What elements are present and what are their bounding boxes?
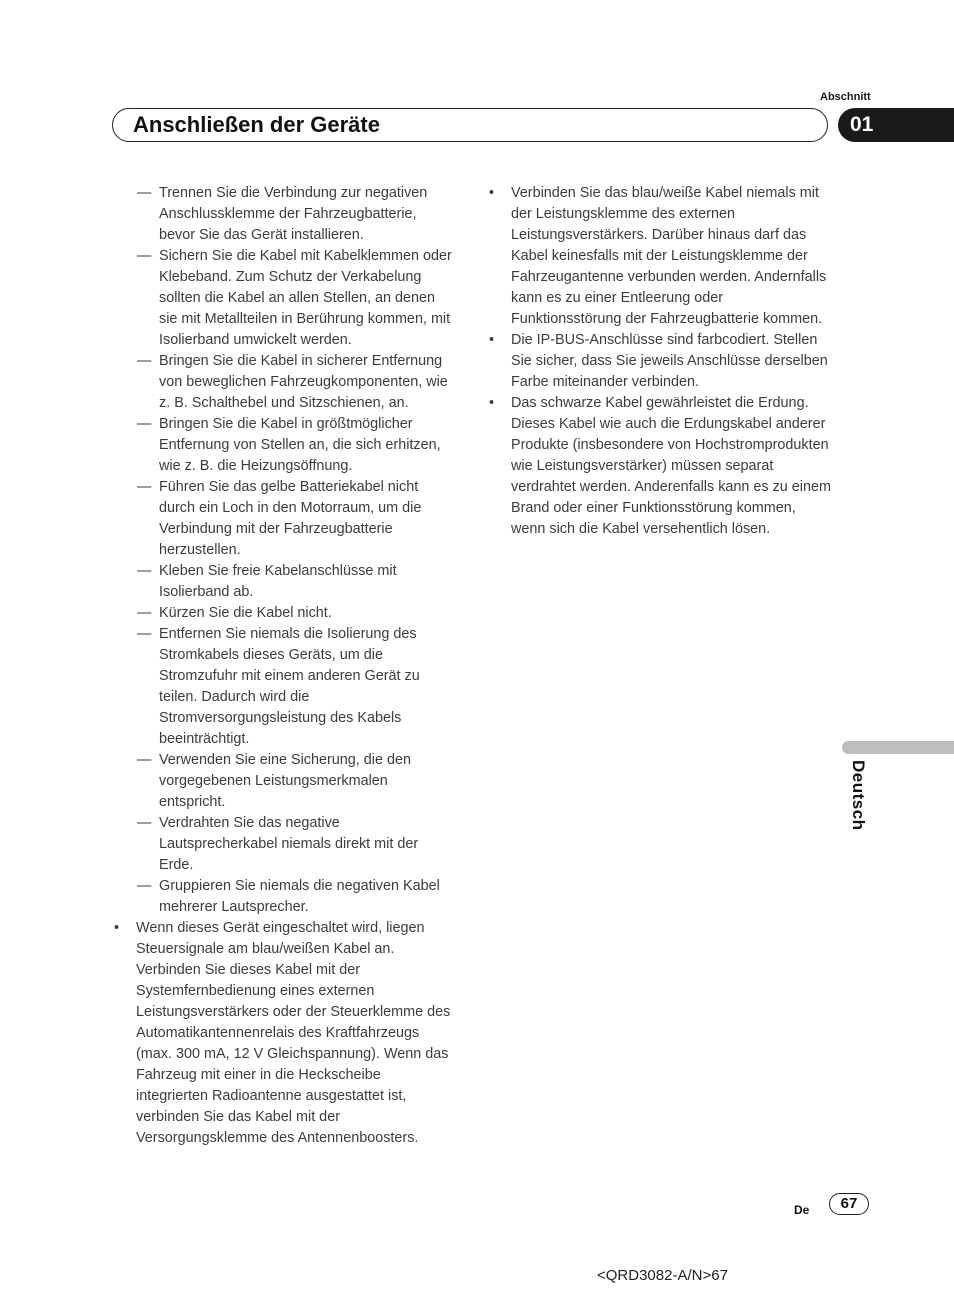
bullet-item [488, 393, 833, 540]
dash-marker: — [137, 626, 152, 642]
item-text: Bringen Sie die Kabel in größtmöglicher Entfernung von Stellen an, die sich erhitzen, wie z. B. die Heizungsöffnung. [159, 416, 441, 474]
dash-item [113, 624, 453, 750]
item-text: Wenn dieses Gerät eingeschaltet wird, liegen Steuersignale am blau/weißen Kabel an. Verbinden Sie dieses Kabel mit der Systemfernbedienung eines externen Leistungsverstärkers oder der Steuerklemme des Automatikantennenrelais des Kraftfahrzeugs (max. 300 mA, 12 V Gleichspannung). Wenn das Fahrzeug mit einer in die Heckscheibe integrierten Radioantenne ausgestattet ist, verbinden Sie das Kabel mit der Versorgungsklemme des Antennenboosters. [136, 920, 451, 1146]
item-text: Führen Sie das gelbe Batteriekabel nicht durch ein Loch in den Motorraum, um die Verbindung mit der Fahrzeugbatterie herzustellen. [159, 479, 422, 558]
right-column [488, 183, 833, 540]
title-bar [112, 108, 828, 142]
dash-marker: — [137, 479, 152, 495]
item-text: Kleben Sie freie Kabelanschlüsse mit Isolierband ab. [159, 563, 397, 600]
bullet-marker: • [114, 920, 120, 936]
bullet-marker: • [489, 185, 495, 201]
dash-marker: — [137, 878, 152, 894]
item-text: Die IP-BUS-Anschlüsse sind farbcodiert. Stellen Sie sicher, dass Sie jeweils Anschlüsse derselben Farbe miteinander verbinden. [511, 332, 828, 390]
language-code: De [794, 1203, 810, 1217]
dash-marker: — [137, 185, 152, 201]
dash-marker: — [137, 752, 152, 768]
dash-marker: — [137, 248, 152, 264]
page-number: 67 [829, 1193, 869, 1215]
dash-item [113, 603, 453, 624]
language-label: Deutsch [849, 760, 868, 831]
dash-item [113, 876, 453, 918]
left-column [113, 183, 453, 1149]
item-text: Kürzen Sie die Kabel nicht. [159, 605, 332, 621]
dash-item [113, 750, 453, 813]
dash-item [113, 351, 453, 414]
document-code: <QRD3082-A/N>67 [597, 1267, 728, 1284]
dash-item [113, 477, 453, 561]
dash-item [113, 183, 453, 246]
dash-item [113, 246, 453, 351]
item-text: Gruppieren Sie niemals die negativen Kabel mehrerer Lautsprecher. [159, 878, 440, 915]
bullet-item [113, 918, 453, 1149]
item-text: Entfernen Sie niemals die Isolierung des Stromkabels dieses Geräts, um die Stromzufuhr mit einem anderen Gerät zu teilen. Dadurch wird die Stromversorgungsleistung des Kabels beeinträchtigt. [159, 626, 420, 747]
item-text: Sichern Sie die Kabel mit Kabelklemmen oder Klebeband. Zum Schutz der Verkabelung sollten die Kabel an allen Stellen, an denen sie mit Metallteilen in Berührung kommen, mit Isolierband umwickelt werden. [159, 248, 452, 348]
dash-marker: — [137, 605, 152, 621]
dash-marker: — [137, 563, 152, 579]
bullet-item [488, 330, 833, 393]
language-tab [842, 741, 954, 754]
section-label: Abschnitt [820, 91, 871, 103]
item-text: Bringen Sie die Kabel in sicherer Entfernung von beweglichen Fahrzeugkomponenten, wie z. B. Schalthebel und Sitzschienen, an. [159, 353, 448, 411]
dash-item [113, 414, 453, 477]
item-text: Verdrahten Sie das negative Lautsprecherkabel niemals direkt mit der Erde. [159, 815, 419, 873]
item-text: Trennen Sie die Verbindung zur negativen Anschlussklemme der Fahrzeugbatterie, bevor Sie das Gerät installieren. [159, 185, 428, 243]
bullet-marker: • [489, 332, 495, 348]
item-text: Das schwarze Kabel gewährleistet die Erdung. Dieses Kabel wie auch die Erdungskabel anderer Produkte (insbesondere von Hochstromprodukten wie Leistungsverstärker) müssen separat verdrahtet werden. Anderenfalls kann es zu einem Brand oder einer Funktionsstörung kommen, wenn sich die Kabel versehentlich lösen. [511, 395, 831, 537]
dash-marker: — [137, 353, 152, 369]
item-text: Verwenden Sie eine Sicherung, die den vorgegebenen Leistungsmerkmalen entspricht. [159, 752, 412, 810]
dash-item [113, 561, 453, 603]
bullet-item [488, 183, 833, 330]
dash-item [113, 813, 453, 876]
page-title: Anschließen der Geräte [133, 112, 380, 137]
item-text: Verbinden Sie das blau/weiße Kabel niemals mit der Leistungsklemme des externen Leistungsverstärkers. Darüber hinaus darf das Kabel keinesfalls mit der Leistungsklemme der Fahrzeugantenne verbunden werden. Andernfalls kann es zu einer Entleerung oder Funktionsstörung der Fahrzeugbatterie kommen. [511, 185, 827, 327]
bullet-marker: • [489, 395, 495, 411]
dash-marker: — [137, 815, 152, 831]
dash-marker: — [137, 416, 152, 432]
section-number-badge: 01 [838, 108, 954, 142]
